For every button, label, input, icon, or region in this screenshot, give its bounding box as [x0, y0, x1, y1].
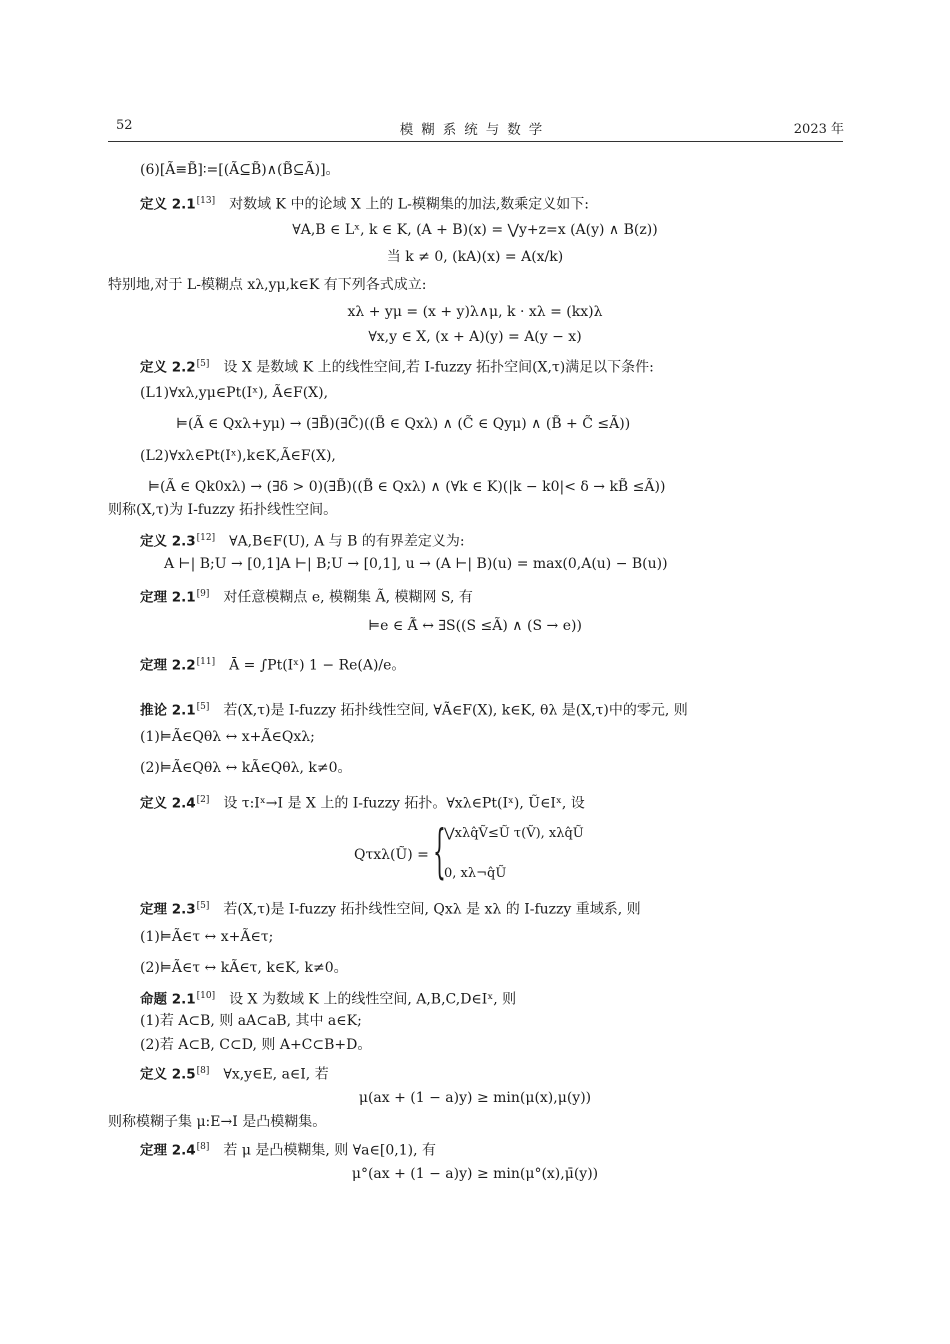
statement-text: 对数域 K 中的论域 X 上的 L-模糊集的加法,数乘定义如下:	[229, 196, 589, 213]
definition-2-2	[140, 354, 654, 378]
proposition-2-1	[140, 986, 516, 1010]
statement-text: 对任意模糊点 e, 模糊集 Ã, 模糊网 S, 有	[223, 589, 473, 606]
corollary-item-1: (1)⊨Ã∈Qθλ ↔ x+Ã∈Qxλ;	[140, 729, 315, 745]
formula-scalar-multiplication: 当 k ≠ 0, (kA)(x) = A(x/k)	[386, 249, 564, 265]
statement-text: 设 X 是数域 K 上的线性空间,若 I-fuzzy 拓扑空间(X,τ)满足以下条件:	[223, 359, 654, 376]
citation-ref: [11]	[196, 657, 216, 667]
statement-text: 若 μ 是凸模糊集, 则 ∀a∈[0,1), 有	[223, 1142, 436, 1159]
statement-text: 设 τ:Iˣ→I 是 X 上的 I-fuzzy 拓扑。∀xλ∈Pt(Iˣ), Ũ∈Iˣ, 设	[223, 795, 585, 812]
corollary-2-1	[140, 697, 688, 721]
statement-label: 定理 2.4	[140, 1142, 196, 1159]
formula-fuzzy-point-sum: xλ + yμ = (x + y)λ∧μ, k · xλ = (kx)λ	[347, 304, 603, 320]
proposition-item-2: (2)若 A⊂B, C⊂D, 则 A+C⊂B+D。	[140, 1037, 372, 1053]
statement-text: 若(X,τ)是 I-fuzzy 拓扑线性空间, ∀Ã∈F(X), k∈K, θλ 是(X,τ)中的零元, 则	[223, 702, 688, 719]
journal-title: 模糊系统与数学	[399, 122, 551, 138]
statement-label: 推论 2.1	[140, 702, 196, 719]
citation-ref: [5]	[196, 901, 210, 911]
statement-label: 定义 2.2	[140, 359, 196, 376]
formula-convexity: μ(ax + (1 − a)y) ≥ min(μ(x),μ(y))	[358, 1090, 592, 1106]
formula-bounded-difference: A ⊢| B;U → [0,1]A ⊢| B;U → [0,1], u → (A ⊢| B)(u) = max(0,A(u) − B(u))	[164, 556, 668, 572]
statement-label: 定理 2.1	[140, 589, 196, 606]
definition-2-3	[140, 528, 465, 552]
definition-2-5	[140, 1061, 329, 1085]
statement-text: 若(X,τ)是 I-fuzzy 拓扑线性空间, Qxλ 是 xλ 的 I-fuzzy 重域系, 则	[223, 901, 641, 918]
definition-2-1	[140, 191, 589, 215]
statement-text: Ā = ∫Pt(Iˣ) 1 − Re(A)/e。	[229, 657, 406, 674]
citation-ref: [8]	[196, 1142, 210, 1152]
publication-year: 2023 年	[793, 122, 844, 137]
theorem-item-2: (2)⊨Ã∈τ ↔ kÃ∈τ, k∈K, k≠0。	[140, 960, 348, 976]
citation-ref: [10]	[196, 991, 216, 1001]
citation-ref: [13]	[196, 196, 216, 206]
statement-label: 定理 2.2	[140, 657, 196, 674]
statement-label: 定义 2.5	[140, 1066, 196, 1083]
definition-2-4	[140, 790, 585, 814]
theorem-2-3	[140, 896, 641, 920]
statement-text: ∀A,B∈F(U), A 与 B 的有界差定义为:	[229, 533, 465, 550]
piecewise-case-2: 0, xλ¬q̂Ũ	[444, 866, 507, 881]
statement-text: 设 X 为数域 K 上的线性空间, A,B,C,D∈Iˣ, 则	[229, 991, 517, 1008]
formula-interior-convexity: μ°(ax + (1 − a)y) ≥ min(μ°(x),μ̄(y))	[351, 1166, 599, 1182]
citation-ref: [12]	[196, 533, 216, 543]
formula-l1: ⊨(Ã ∈ Qxλ+yμ) → (∃B̃)(∃C̃)((B̃ ∈ Qxλ) ∧ (C̃ ∈ Qyμ) ∧ (B̃ + C̃ ≤Ã))	[176, 416, 631, 432]
formula-translation: ∀x,y ∈ X, (x + A)(y) = A(y − x)	[368, 329, 582, 345]
piecewise-case-1: ⋁xλq̂Ṽ≤Ũ τ(Ṽ), xλq̂Ũ	[444, 826, 584, 841]
paragraph-special-case: 特别地,对于 L-模糊点 xλ,yμ,k∈K 有下列各式成立:	[108, 277, 427, 293]
formula-l2: ⊨(Ã ∈ Qk0xλ) → (∃δ > 0)(∃B̃)((B̃ ∈ Qxλ) ∧ (∀k ∈ K)(|k − k0|< δ → kB̃ ≤Ã))	[148, 479, 666, 495]
paragraph-conclusion: 则称(X,τ)为 I-fuzzy 拓扑线性空间。	[108, 502, 338, 518]
theorem-item-1: (1)⊨Ã∈τ ↔ x+Ã∈τ;	[140, 929, 274, 945]
condition-l1: (L1)∀xλ,yμ∈Pt(Iˣ), Ã∈F(X),	[140, 385, 329, 401]
theorem-2-2	[140, 652, 405, 676]
statement-text: ∀x,y∈E, a∈I, 若	[223, 1066, 329, 1083]
paragraph-convex-set: 则称模糊子集 μ:E→I 是凸模糊集。	[108, 1114, 327, 1130]
statement-label: 定义 2.3	[140, 533, 196, 550]
theorem-2-1	[140, 584, 473, 608]
citation-ref: [5]	[196, 359, 210, 369]
citation-ref: [8]	[196, 1066, 210, 1076]
statement-label: 定义 2.1	[140, 196, 196, 213]
statement-label: 定理 2.3	[140, 901, 196, 918]
corollary-item-2: (2)⊨Ã∈Qθλ ↔ kÃ∈Qθλ, k≠0。	[140, 760, 352, 776]
proposition-item-1: (1)若 A⊂B, 则 aA⊂aB, 其中 a∈K;	[140, 1013, 362, 1029]
definition-item-6: (6)[Ã≡B̃]∶=[(Ã⊆B̃)∧(B̃⊆Ã)]。	[140, 162, 340, 178]
theorem-2-4	[140, 1137, 436, 1161]
statement-label: 命题 2.1	[140, 991, 196, 1008]
header-rule	[108, 141, 843, 142]
condition-l2: (L2)∀xλ∈Pt(Iˣ),k∈K,Ã∈F(X),	[140, 448, 336, 464]
left-brace: {	[432, 817, 446, 885]
formula-q-lhs: Qτxλ(Ũ) =	[354, 847, 429, 863]
formula-addition: ∀A,B ∈ Lˣ, k ∈ K, (A + B)(x) = ⋁y+z=x (A(y) ∧ B(z))	[292, 222, 658, 238]
citation-ref: [5]	[196, 702, 210, 712]
page-number: 52	[116, 118, 133, 133]
citation-ref: [2]	[196, 795, 210, 805]
formula-closure: ⊨e ∈ Ã̄ ↔ ∃S((S ≤Ã) ∧ (S → e))	[368, 618, 582, 634]
statement-label: 定义 2.4	[140, 795, 196, 812]
citation-ref: [9]	[196, 589, 210, 599]
